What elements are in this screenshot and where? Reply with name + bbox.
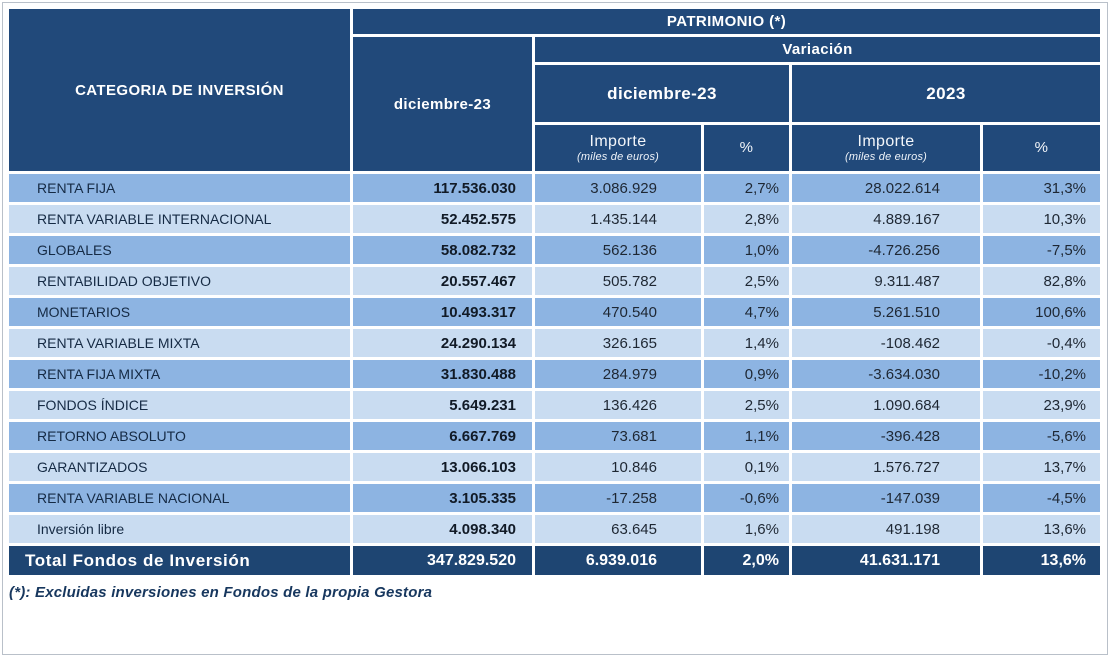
header-categoria-de-inversion: CATEGORIA DE INVERSIÓN (8, 8, 352, 173)
total-label: Total Fondos de Inversión (8, 545, 352, 577)
table-row (8, 390, 1102, 421)
table-row (8, 266, 1102, 297)
row-category: RENTA FIJA MIXTA (8, 359, 352, 390)
row-patrimonio: 58.082.732 (352, 235, 534, 266)
header-pct-diciembre (703, 124, 791, 173)
row-importe-dic: -17.258 (534, 483, 703, 514)
table-row (8, 359, 1102, 390)
importe-label: Importe (589, 132, 647, 150)
row-patrimonio: 4.098.340 (352, 514, 534, 545)
row-category: GARANTIZADOS (8, 452, 352, 483)
row-patrimonio: 3.105.335 (352, 483, 534, 514)
row-pct-2023: -0,4% (982, 328, 1102, 359)
row-importe-2023: 1.090.684 (791, 390, 982, 421)
row-patrimonio: 13.066.103 (352, 452, 534, 483)
row-category: Inversión libre (8, 514, 352, 545)
row-importe-dic: 63.645 (534, 514, 703, 545)
row-importe-dic: 505.782 (534, 266, 703, 297)
header-pct-2023 (982, 124, 1102, 173)
header-importe-diciembre (534, 124, 703, 173)
pct-label: % (1034, 139, 1049, 156)
row-pct-dic: 1,4% (703, 328, 791, 359)
row-pct-2023: -4,5% (982, 483, 1102, 514)
table-row (8, 452, 1102, 483)
row-importe-dic: 73.681 (534, 421, 703, 452)
row-pct-2023: -5,6% (982, 421, 1102, 452)
row-category: RENTA FIJA (8, 173, 352, 204)
row-pct-2023: 31,3% (982, 173, 1102, 204)
row-pct-dic: 1,0% (703, 235, 791, 266)
row-pct-2023: 13,6% (982, 514, 1102, 545)
row-pct-dic: 0,9% (703, 359, 791, 390)
header-importe-2023 (791, 124, 982, 173)
row-patrimonio: 6.667.769 (352, 421, 534, 452)
row-pct-2023: 82,8% (982, 266, 1102, 297)
row-patrimonio: 52.452.575 (352, 204, 534, 235)
row-category: RENTA VARIABLE NACIONAL (8, 483, 352, 514)
pct-label: % (739, 139, 754, 156)
table-row (8, 328, 1102, 359)
row-importe-dic: 10.846 (534, 452, 703, 483)
row-pct-2023: 23,9% (982, 390, 1102, 421)
row-importe-2023: -3.634.030 (791, 359, 982, 390)
row-category: MONETARIOS (8, 297, 352, 328)
row-importe-dic: 1.435.144 (534, 204, 703, 235)
row-importe-2023: -4.726.256 (791, 235, 982, 266)
total-importe-dic: 6.939.016 (534, 545, 703, 577)
row-importe-dic: 326.165 (534, 328, 703, 359)
patrimonio-table (6, 6, 1103, 578)
row-category: RETORNO ABSOLUTO (8, 421, 352, 452)
row-category: RENTABILIDAD OBJETIVO (8, 266, 352, 297)
row-pct-dic: 2,8% (703, 204, 791, 235)
total-pct-dic: 2,0% (703, 545, 791, 577)
row-importe-dic: 562.136 (534, 235, 703, 266)
row-pct-2023: -7,5% (982, 235, 1102, 266)
row-pct-dic: 2,5% (703, 266, 791, 297)
row-importe-dic: 136.426 (534, 390, 703, 421)
row-pct-dic: 4,7% (703, 297, 791, 328)
row-category: GLOBALES (8, 235, 352, 266)
row-category: RENTA VARIABLE INTERNACIONAL (8, 204, 352, 235)
row-pct-2023: 10,3% (982, 204, 1102, 235)
row-importe-2023: 1.576.727 (791, 452, 982, 483)
row-category: RENTA VARIABLE MIXTA (8, 328, 352, 359)
table-row (8, 483, 1102, 514)
row-patrimonio: 31.830.488 (352, 359, 534, 390)
row-importe-2023: 9.311.487 (791, 266, 982, 297)
importe-unit-label: (miles de euros) (844, 150, 928, 163)
header-variacion-diciembre-23: diciembre-23 (534, 64, 791, 124)
row-importe-2023: 4.889.167 (791, 204, 982, 235)
footnote: (*): Excluidas inversiones en Fondos de la propia Gestora (9, 584, 433, 601)
row-importe-2023: -147.039 (791, 483, 982, 514)
row-patrimonio: 5.649.231 (352, 390, 534, 421)
total-importe-2023: 41.631.171 (791, 545, 982, 577)
row-importe-dic: 3.086.929 (534, 173, 703, 204)
importe-unit-label: (miles de euros) (576, 150, 660, 163)
total-patrimonio: 347.829.520 (352, 545, 534, 577)
row-patrimonio: 10.493.317 (352, 297, 534, 328)
row-patrimonio: 117.536.030 (352, 173, 534, 204)
total-pct-2023: 13,6% (982, 545, 1102, 577)
row-importe-dic: 284.979 (534, 359, 703, 390)
row-category: FONDOS ÍNDICE (8, 390, 352, 421)
table-row (8, 235, 1102, 266)
row-pct-2023: -10,2% (982, 359, 1102, 390)
row-patrimonio: 24.290.134 (352, 328, 534, 359)
header-patrimonio: PATRIMONIO (*) (352, 8, 1102, 36)
table-row (8, 514, 1102, 545)
row-pct-2023: 13,7% (982, 452, 1102, 483)
header-variacion: Variación (534, 36, 1102, 64)
importe-label: Importe (857, 132, 915, 150)
table-row (8, 297, 1102, 328)
row-pct-dic: 2,7% (703, 173, 791, 204)
row-patrimonio: 20.557.467 (352, 266, 534, 297)
row-pct-dic: 0,1% (703, 452, 791, 483)
row-importe-2023: -108.462 (791, 328, 982, 359)
row-importe-2023: -396.428 (791, 421, 982, 452)
row-pct-dic: 2,5% (703, 390, 791, 421)
row-importe-2023: 28.022.614 (791, 173, 982, 204)
row-pct-dic: -0,6% (703, 483, 791, 514)
row-importe-2023: 491.198 (791, 514, 982, 545)
row-importe-dic: 470.540 (534, 297, 703, 328)
header-variacion-2023: 2023 (791, 64, 1102, 124)
total-row (8, 545, 1102, 577)
header-patrimonio-diciembre-23: diciembre-23 (352, 36, 534, 173)
row-pct-dic: 1,6% (703, 514, 791, 545)
row-pct-dic: 1,1% (703, 421, 791, 452)
table-row (8, 173, 1102, 204)
table-row (8, 421, 1102, 452)
table-row (8, 204, 1102, 235)
row-pct-2023: 100,6% (982, 297, 1102, 328)
table-frame (2, 2, 1108, 655)
row-importe-2023: 5.261.510 (791, 297, 982, 328)
